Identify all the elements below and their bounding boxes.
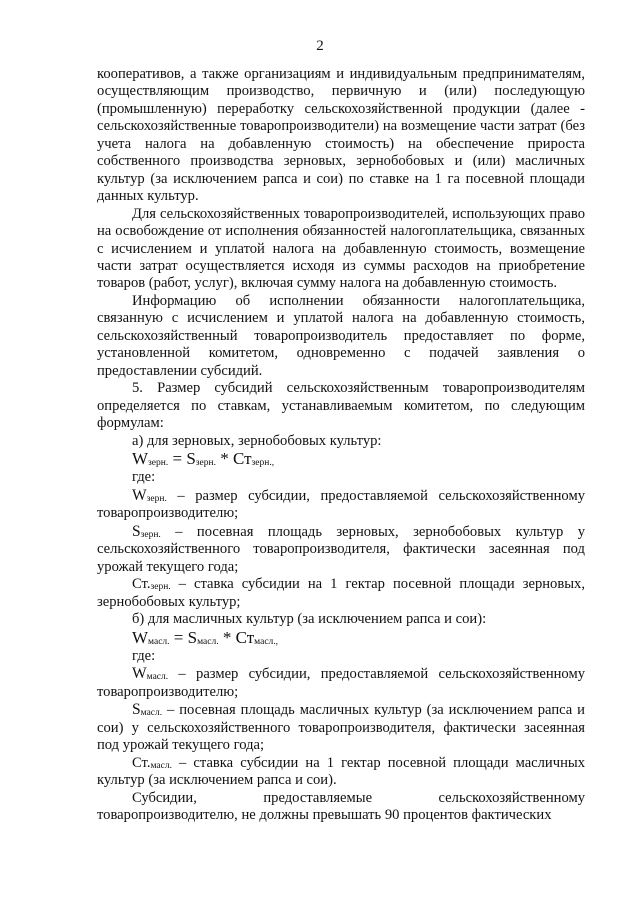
def-symbol: W [132,665,147,683]
def-symbol-sub: зерн. [146,493,167,504]
def-symbol-sub: масл. [146,672,169,683]
formula-w-sub: зерн. [148,457,169,468]
paragraph-tax-info: Информацию об исполнении обязанности налогоплательщика, связанную с исчислением и уплатой налога на добавленную стоимость, сельскохозяйственный товаропроизводитель предоставляет по форме, установленной комитетом, одновременно с подачей заявления о предоставлении субсидий. [97,292,585,379]
definition-st-grain [97,576,585,611]
formula-w-sub: масл. [148,636,170,647]
paragraph-vat-exemption: Для сельскохозяйственных товаропроизводителей, использующих право на освобождение от исполнения обязанностей налогоплательщика, связанных с исчислением и уплатой налога на добавленную стоимость, возмещение части затрат осуществляется исходя из суммы расходов на приобретение товаров (работ, услуг), включая сумму налога на добавленную стоимость. [97,205,585,292]
formula-st: Ст [232,448,252,468]
def-symbol-sub: масл. [150,760,172,771]
definition-s-grain [97,523,585,576]
where-label: где: [132,647,156,664]
def-symbol: S [132,701,141,719]
page-number: 2 [316,38,324,54]
def-symbol-sub: масл. [140,708,163,719]
formula-mul: * [215,448,233,468]
formula-s: S [186,448,196,468]
formula-st-sub: масл., [254,636,279,647]
def-text: – ставка субсидии на 1 гектар посевной площади масличных культур (за исключением рапса и сои). [97,754,585,789]
formula-grain [97,450,585,469]
def-symbol: W [132,486,147,504]
formula-w: W [132,627,149,647]
formula-mul: * [218,627,236,647]
paragraph-subsidy-size: 5. Размер субсидий сельскохозяйственным товаропроизводителям определяется по ставкам, устанавливаемым комитетом, по следующим формулам: [97,380,585,432]
def-symbol: S [132,522,141,540]
formula-eq: = [168,448,187,468]
definition-s-oilseed [97,701,585,754]
def-text: – размер субсидии, предоставляемой сельскохозяйственному товаропроизводителю; [97,487,585,522]
formula-s-sub: зерн. [195,457,216,468]
where-label: где: [132,469,156,486]
item-b-oilseed: б) для масличных культур (за исключением рапса и сои): [132,611,487,628]
formula-st-sub: зерн., [251,457,275,468]
definition-w-oilseed [97,665,585,701]
def-text: – посевная площадь масличных культур (за исключением рапса и сои) у сельскохозяйственного товаропроизводителя, фактически засеянная под урожай текущего года; [97,702,585,754]
def-text: – ставка субсидии на 1 гектар посевной площади зерновых, зернобобовых культур; [97,576,585,610]
formula-eq: = [169,627,188,647]
item-a-grain: а) для зерновых, зернобобовых культур: [132,432,382,449]
definition-w-grain [97,487,585,523]
formula-s: S [187,627,198,647]
def-symbol-sub: зерн. [150,582,171,593]
definition-st-oilseed [97,755,585,790]
def-text: – размер субсидии, предоставляемой сельскохозяйственному товаропроизводителю; [97,666,585,700]
formula-st: Ст [235,627,255,647]
def-symbol-sub: зерн. [140,529,161,540]
paragraph-subsidy-limit: Субсидии, предоставляемые сельскохозяйственному товаропроизводителю, не должны превышать 90 процентов фактических [97,789,585,824]
paragraph-cooperatives: кооперативов, а также организациям и индивидуальным предпринимателям, осуществляющим производство, первичную и (или) последующую (промышленную) переработку сельскохозяйственной продукции (далее - сельскохозяйственные товаропроизводители) на возмещение части затрат (без учета налога на добавленную стоимость) на обеспечение прироста собственного производства зерновых, зернобобовых и (или) масличных культур (за исключением рапса и сои) по ставке на 1 га посевной площади данных культур. [97,66,585,205]
formula-w: W [132,448,149,468]
def-symbol: Ст. [132,754,151,771]
document-body [97,66,585,824]
def-text: – посевная площадь зерновых, зернобобовых культур у сельскохозяйственного товаропроизводителя, фактически засеянная под урожай текущего года; [97,523,585,575]
def-symbol: Ст. [132,576,151,593]
formula-s-sub: масл. [197,636,219,647]
formula-oilseed [97,629,585,648]
